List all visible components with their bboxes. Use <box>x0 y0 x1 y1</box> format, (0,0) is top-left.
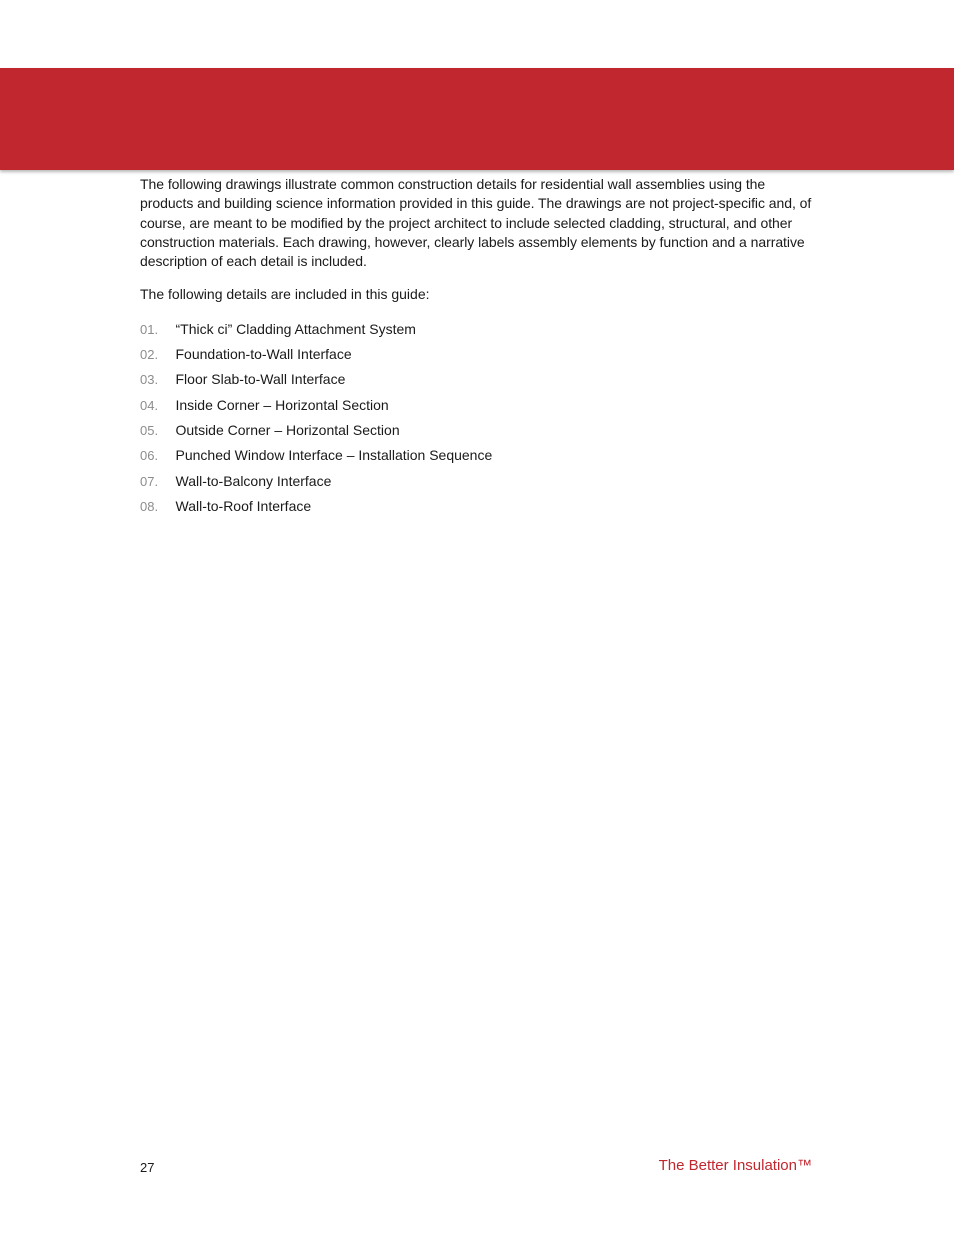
list-item-number: 06. <box>140 448 159 464</box>
list-item-label: Foundation-to-Wall Interface <box>175 346 352 363</box>
list-item-number: 02. <box>140 347 159 363</box>
list-item-number: 07. <box>140 473 159 489</box>
list-item <box>140 345 812 370</box>
list-item <box>140 370 812 395</box>
list-item-label: Outside Corner – Horizontal Section <box>175 421 400 438</box>
list-item-number: 05. <box>140 422 159 438</box>
list-item <box>140 497 812 522</box>
footer-tagline: The Better Insulation™ <box>658 1157 812 1174</box>
list-item-number: 08. <box>140 498 159 514</box>
list-item-number: 01. <box>140 321 159 337</box>
list-item <box>140 320 812 345</box>
list-item-label: Inside Corner – Horizontal Section <box>175 396 389 413</box>
list-item-label: Wall-to-Balcony Interface <box>175 472 332 489</box>
header-band <box>0 68 954 170</box>
list-item <box>140 446 812 471</box>
list-item-number: 03. <box>140 372 159 388</box>
page-number: 27 <box>140 1160 155 1175</box>
details-list <box>140 320 812 522</box>
intro-paragraph: The following drawings illustrate common construction details for residential wall assemblies using the products and building science information provided in this guide. The drawings are not project-specific and, of course, are meant to be modified by the project architect to include selected cladding, structural, and other construction materials. Each drawing, however, clearly labels assembly elements by function and a narrative description of each detail is included. <box>140 176 812 270</box>
list-item <box>140 396 812 421</box>
list-item-number: 04. <box>140 397 159 413</box>
list-item-label: “Thick ci” Cladding Attachment System <box>175 320 416 337</box>
list-item-label: Wall-to-Roof Interface <box>175 497 312 514</box>
list-item <box>140 472 812 497</box>
details-lead-text: The following details are included in this guide: <box>140 286 430 303</box>
list-item-label: Floor Slab-to-Wall Interface <box>175 371 346 388</box>
list-item <box>140 421 812 446</box>
main-content <box>140 175 812 522</box>
list-item-label: Punched Window Interface – Installation Sequence <box>175 447 493 464</box>
